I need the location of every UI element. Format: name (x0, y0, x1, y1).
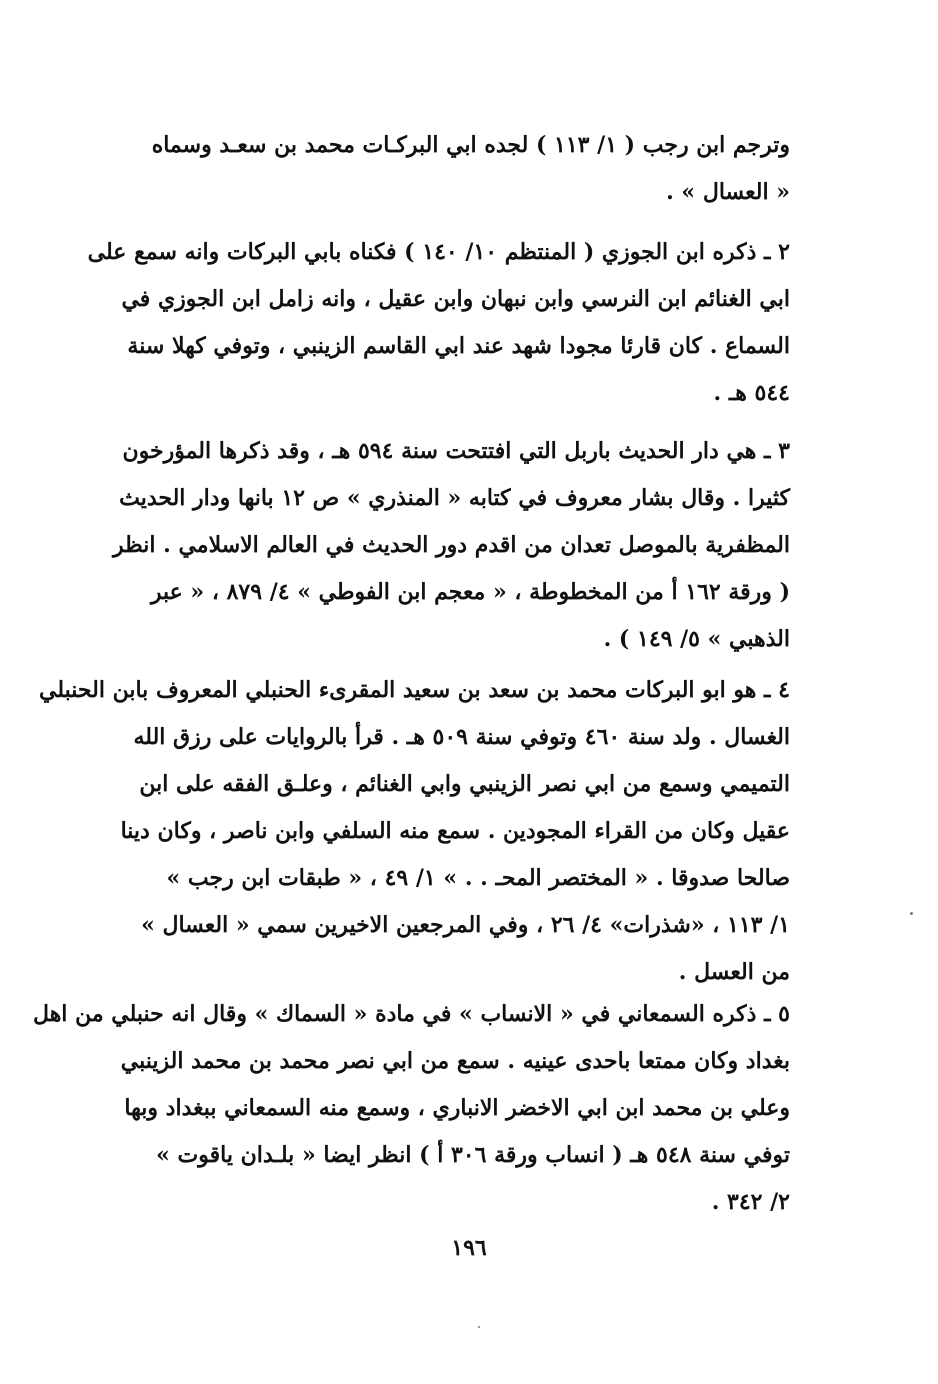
text-line: ٢/ ٣٤٢ . (711, 1189, 790, 1215)
text-line: ٤ ـ هو ابو البركات محمد بن سعد بن سعيد المقرىء الحنبلي المعروف بابن الحنبلي (39, 677, 790, 703)
text-line: ابي الغنائم ابن النرسي وابن نبهان وابن عقيل ، وانه زامل ابن الجوزي في (121, 286, 790, 312)
scan-speck (478, 1326, 480, 1328)
text-line: عقيل وكان من القراء المجودين . سمع منه السلفي وابن ناصر ، وكان دينا (120, 818, 790, 844)
text-line: كثيرا . وقال بشار معروف في كتابه « المنذري » ص ١٢ بانها ودار الحديث (119, 485, 790, 511)
footnote-3 (113, 428, 790, 663)
text-line: المظفرية بالموصل تعدان من اقدم دور الحديث في العالم الاسلامي . انظر (113, 532, 790, 558)
text-line: ( ورقة ١٦٢ أ من المخطوطة ، « معجم ابن الفوطي » ٤/ ٨٧٩ ، « عبر (150, 579, 790, 605)
text-line: وترجم ابن رجب ( ١/ ١١٣ ) لجده ابي البركـات محمد بن سعـد وسماه (151, 132, 790, 158)
text-line: السماع . كان قارئا مجودا شهد عند ابي القاسم الزينبي ، وتوفي كهلا سنة (127, 333, 790, 359)
text-line: بغداد وكان ممتعا باحدى عينيه . سمع من ابي نصر محمد بن محمد الزينبي (120, 1048, 790, 1074)
text-line: ١/ ١١٣ ، «شذرات» ٤/ ٢٦ ، وفي المرجعين الاخيرين سمي « العسال » (141, 912, 790, 938)
text-line: ٥٤٤ هـ . (713, 380, 790, 406)
text-line: ٢ ـ ذكره ابن الجوزي ( المنتظم ١٠/ ١٤٠ ) فكناه بابي البركات وانه سمع على (87, 239, 790, 265)
text-line: « العسال » . (666, 179, 790, 205)
text-line: وعلي بن محمد ابن ابي الاخضر الانباري ، وسمع منه السمعاني ببغداد وبها (124, 1095, 790, 1121)
footnote-4 (39, 667, 790, 996)
text-line: من العسل . (678, 959, 790, 985)
text-line: التميمي وسمع من ابي نصر الزينبي وابي الغنائم ، وعلـق الفقه على ابن (139, 771, 790, 797)
intro-paragraph (140, 122, 790, 216)
text-line: ٣ ـ هي دار الحديث باربل التي افتتحت سنة ٥٩٤ هـ ، وقد ذكرها المؤرخون (122, 438, 790, 464)
text-line: صالحا صدوقا . « المختصر المحـ . . » ١/ ٤٩ ، « طبقات ابن رجب » (166, 865, 790, 891)
text-line: ٥ ـ ذكره السمعاني في « الانساب » في مادة « السماك » وقال انه حنبلي من اهل (33, 1001, 790, 1027)
footnote-2 (87, 229, 790, 417)
text-line: الغسال . ولد سنة ٤٦٠ وتوفي سنة ٥٠٩ هـ . قرأ بالروايات على رزق الله (133, 724, 790, 750)
page-number: ١٩٦ (451, 1235, 487, 1261)
text-line: توفي سنة ٥٤٨ هـ ( انساب ورقة ٣٠٦ أ ) انظر ايضا « بلـدان ياقوت » (156, 1142, 790, 1168)
text-line: الذهبي » ٥/ ١٤٩ ) . (603, 626, 790, 652)
footnote-5 (33, 991, 790, 1226)
scan-speck (910, 912, 913, 915)
